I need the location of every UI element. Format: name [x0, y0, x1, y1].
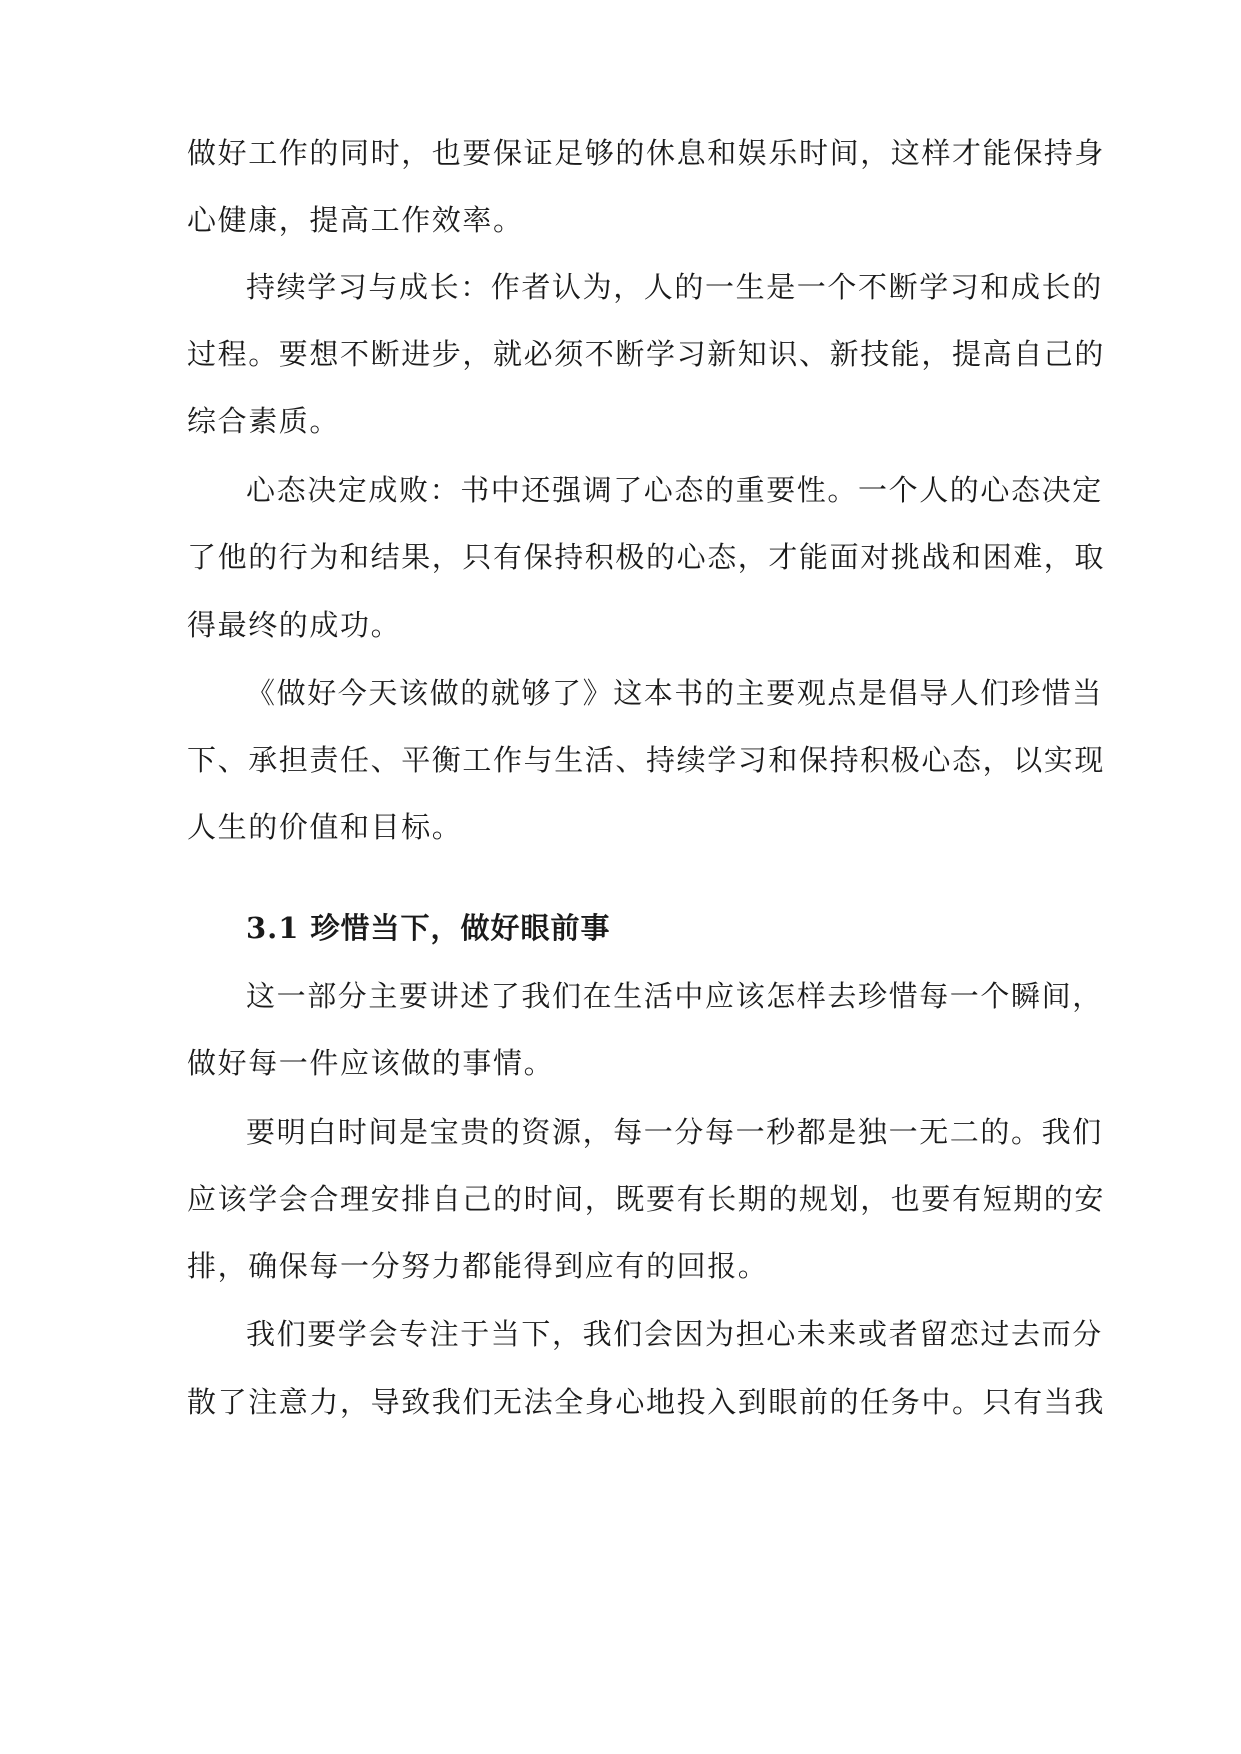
- paragraph-line: 人生的价值和目标。: [187, 810, 463, 844]
- section-heading: 3.1 珍惜当下，做好眼前事: [246, 911, 611, 945]
- paragraph-line: 过程。要想不断进步，就必须不断学习新知识、新技能，提高自己的: [187, 337, 1106, 371]
- paragraph-line: 我们要学会专注于当下，我们会因为担心未来或者留恋过去而分: [246, 1317, 1103, 1351]
- paragraph-line: 心态决定成败：书中还强调了心态的重要性。一个人的心态决定: [246, 473, 1103, 507]
- paragraph-line: 了他的行为和结果，只有保持积极的心态，才能面对挑战和困难，取: [187, 540, 1106, 574]
- paragraph-line: 持续学习与成长：作者认为，人的一生是一个不断学习和成长的: [246, 270, 1103, 304]
- paragraph-line: 这一部分主要讲述了我们在生活中应该怎样去珍惜每一个瞬间，: [246, 979, 1103, 1013]
- paragraph-line: 应该学会合理安排自己的时间，既要有长期的规划，也要有短期的安: [187, 1182, 1106, 1216]
- paragraph-line: 下、承担责任、平衡工作与生活、持续学习和保持积极心态，以实现: [187, 743, 1106, 777]
- paragraph-line: 散了注意力，导致我们无法全身心地投入到眼前的任务中。只有当我: [187, 1385, 1106, 1419]
- paragraph-line: 做好每一件应该做的事情。: [187, 1046, 555, 1080]
- paragraph-line: 排，确保每一分努力都能得到应有的回报。: [187, 1249, 769, 1283]
- paragraph-line: 综合素质。: [187, 404, 341, 438]
- paragraph-line: 心健康，提高工作效率。: [187, 203, 524, 237]
- paragraph-line: 要明白时间是宝贵的资源，每一分每一秒都是独一无二的。我们: [246, 1115, 1103, 1149]
- paragraph-line: 做好工作的同时，也要保证足够的休息和娱乐时间，这样才能保持身: [187, 136, 1106, 170]
- paragraph-line: 得最终的成功。: [187, 608, 402, 642]
- paragraph-line: 《做好今天该做的就够了》这本书的主要观点是倡导人们珍惜当: [246, 676, 1103, 710]
